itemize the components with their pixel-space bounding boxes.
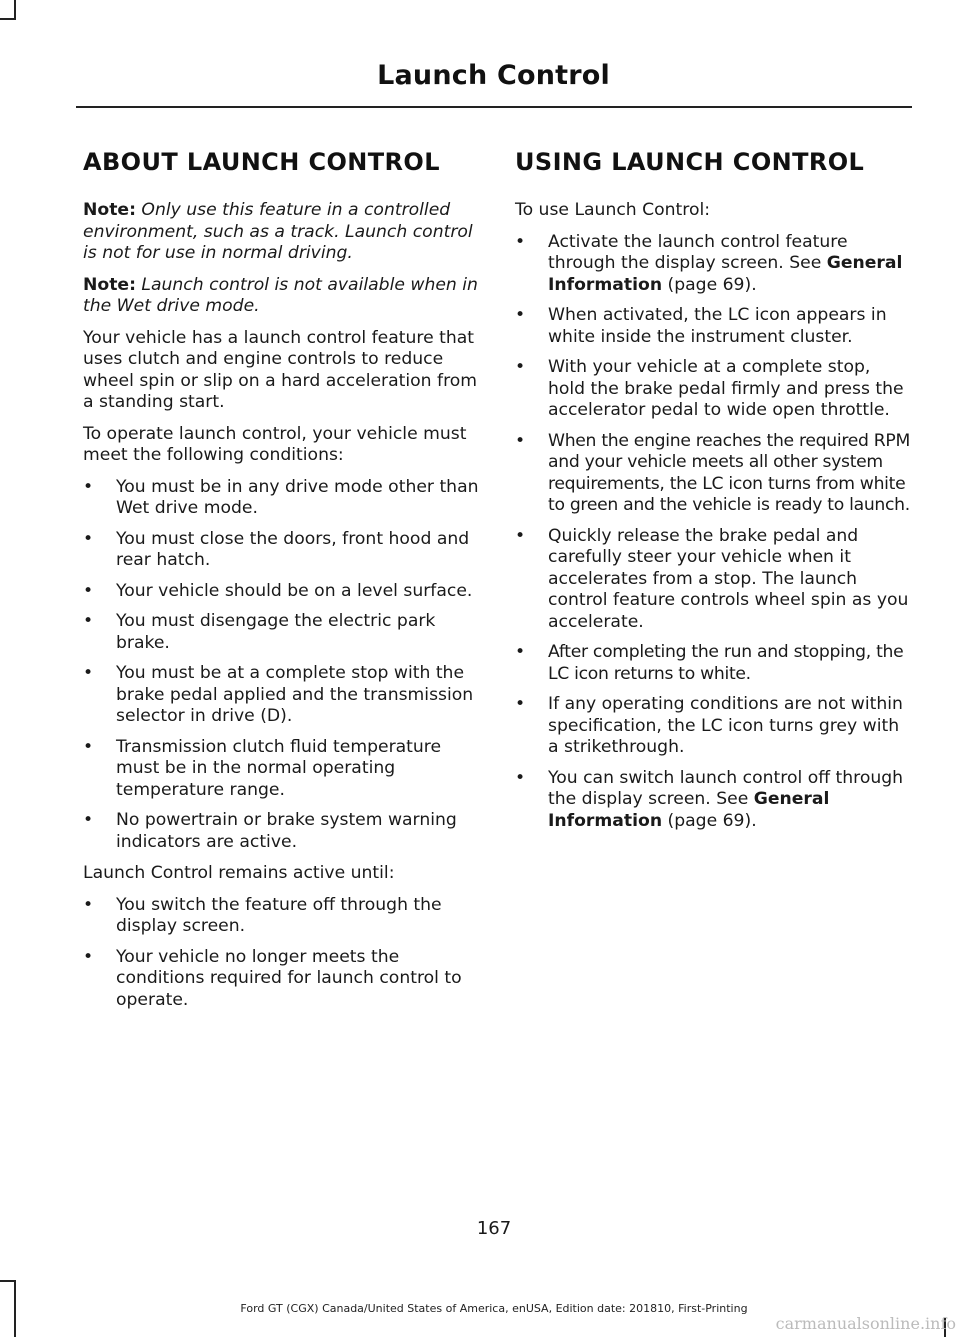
note-paragraph <box>83 200 479 265</box>
note-paragraph <box>83 275 479 318</box>
bullet: • <box>515 694 526 714</box>
list-item <box>515 431 911 517</box>
list-item <box>515 305 911 348</box>
list-item-text: You must close the doors, front hood and rear hatch. <box>116 528 470 570</box>
list-item <box>83 529 479 572</box>
footer-edition: Ford GT (CGX) Canada/United States of America, enUSA, Edition date: 201810, First-Printing <box>240 1302 748 1315</box>
bullet: • <box>515 305 526 325</box>
list-item <box>83 477 479 520</box>
list-item-text: Activate the launch control feature through the display screen. See <box>548 231 848 273</box>
list-item-text: If any operating conditions are not within specification, the LC icon turns grey with a strikethrough. <box>548 694 903 757</box>
bullet: • <box>83 810 94 830</box>
section-heading-using: USING LAUNCH CONTROL <box>515 148 865 176</box>
list-item-text: When the engine reaches the required RPM and your vehicle meets all other system requirements, the LC icon turns from white to green and the vehicle is ready to launch. <box>548 430 910 515</box>
watermark: carmanualsonline.info <box>775 1314 956 1333</box>
body-paragraph: Launch Control remains active until: <box>83 863 395 883</box>
list-item <box>83 737 479 802</box>
bullet: • <box>83 894 94 915</box>
note-label: Note: <box>83 274 136 295</box>
page-number: 167 <box>476 1218 512 1239</box>
body-paragraph: To operate launch control, your vehicle must meet the following conditions: <box>83 423 467 465</box>
bullet: • <box>515 767 526 788</box>
list-item <box>515 694 911 759</box>
bullet: • <box>83 580 94 601</box>
list-item-text: With your vehicle at a complete stop, hold the brake pedal firmly and press the accelerator pedal to wide open throttle. <box>548 357 904 420</box>
body-paragraph: Your vehicle has a launch control feature that uses clutch and engine controls to reduce wheel spin or slip on a hard acceleration from a standing start. <box>83 327 478 412</box>
page-reference: (page 69). <box>662 274 757 295</box>
list-item-text: After completing the run and stopping, the LC icon returns to white. <box>548 642 904 684</box>
steps-list <box>515 232 911 833</box>
list-item-text: When activated, the LC icon appears in white inside the instrument cluster. <box>548 305 887 347</box>
note-label: Note: <box>83 200 136 220</box>
list-item <box>83 947 479 1012</box>
list-item-text: You must be at a complete stop with the brake pedal applied and the transmission selector in drive (D). <box>116 663 474 726</box>
bullet: • <box>83 476 94 497</box>
section-heading-about: ABOUT LAUNCH CONTROL <box>83 148 440 176</box>
bullet: • <box>515 231 526 252</box>
cross-reference-link[interactable]: General Information <box>548 253 903 295</box>
list-item-text: You must be in any drive mode other than Wet drive mode. <box>116 476 479 518</box>
list-item <box>83 895 479 938</box>
conditions-list <box>83 477 479 854</box>
list-item-text: No powertrain or brake system warning indicators are active. <box>116 810 457 852</box>
crop-mark <box>0 18 16 20</box>
list-item <box>83 810 479 853</box>
note-text: Launch control is not available when in the Wet drive mode. <box>83 274 478 316</box>
crop-mark <box>0 1280 16 1282</box>
bullet: • <box>515 430 525 451</box>
list-item <box>515 768 911 833</box>
page-reference: (page 69). <box>662 810 757 831</box>
list-item <box>515 357 911 422</box>
bullet: • <box>83 528 94 549</box>
list-item <box>515 232 911 297</box>
body-paragraph: To use Launch Control: <box>515 200 711 220</box>
list-item-text: Quickly release the brake pedal and carefully steer your vehicle when it accelerates from a stop. The launch control feature controls wheel spin as you accelerate. <box>548 525 909 632</box>
page-title: Launch Control <box>377 60 610 91</box>
list-item-text: Your vehicle should be on a level surface. <box>116 580 473 601</box>
bullet: • <box>83 611 94 631</box>
bullet: • <box>515 642 525 662</box>
bullet: • <box>83 736 94 757</box>
bullet: • <box>515 525 526 546</box>
crop-mark <box>14 0 16 20</box>
cross-reference-link[interactable]: General Information <box>548 789 830 831</box>
header-divider <box>76 106 912 108</box>
right-column <box>515 146 911 842</box>
list-item <box>515 642 911 685</box>
list-item-text: You must disengage the electric park brake. <box>116 611 436 653</box>
list-item-text: You can switch launch control off through the display screen. See <box>548 767 904 809</box>
list-item <box>515 526 911 634</box>
list-item <box>83 663 479 728</box>
note-text: Only use this feature in a controlled environment, such as a track. Launch control is not for use in normal driving. <box>83 200 473 263</box>
bullet: • <box>515 357 526 377</box>
list-item-text: Your vehicle no longer meets the conditions required for launch control to operate. <box>116 946 462 1010</box>
list-item-text: Transmission clutch fluid temperature must be in the normal operating temperature range. <box>116 736 442 800</box>
list-item <box>83 611 479 654</box>
list-item <box>83 581 479 603</box>
bullet: • <box>83 663 94 683</box>
left-column <box>83 146 479 1021</box>
active-until-list <box>83 895 479 1012</box>
bullet: • <box>83 946 94 967</box>
list-item-text: You switch the feature off through the display screen. <box>116 894 442 936</box>
